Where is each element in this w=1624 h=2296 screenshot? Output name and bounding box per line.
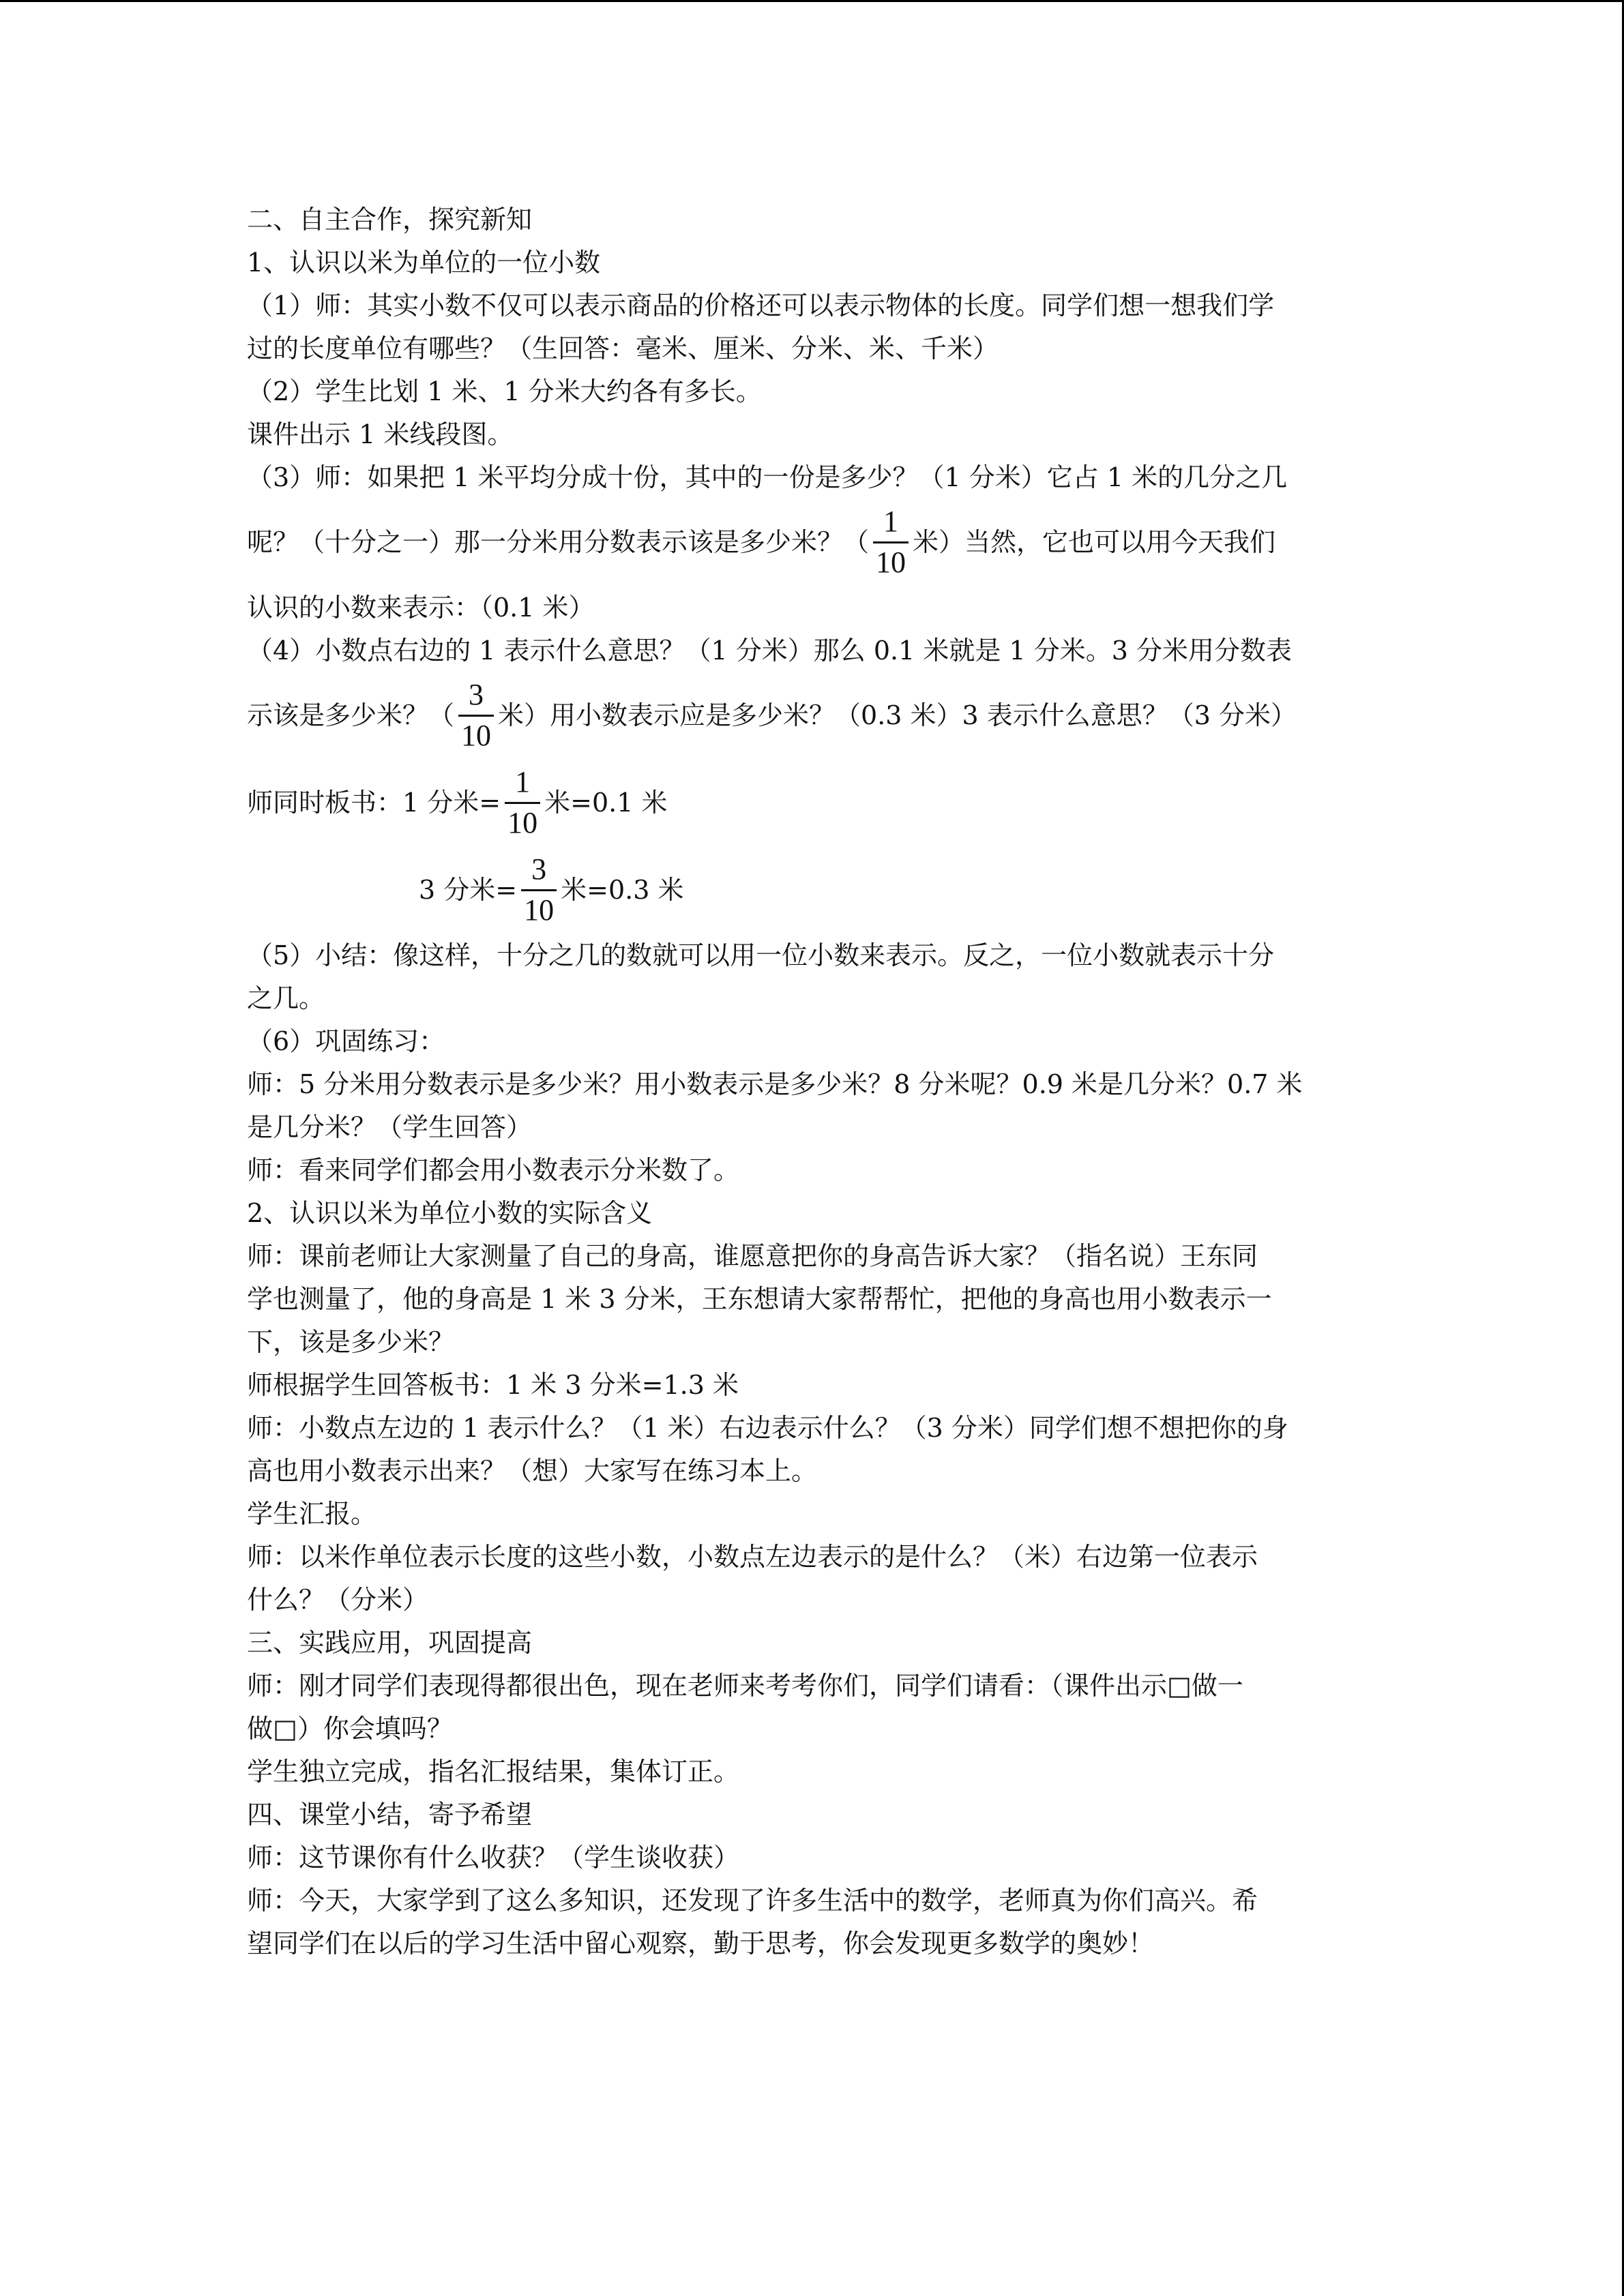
text: 米=0.1 米 bbox=[544, 788, 668, 818]
fraction-numerator: 3 bbox=[531, 852, 547, 886]
fraction-three-tenths bbox=[521, 853, 557, 927]
text: 之几。 bbox=[247, 983, 325, 1013]
paragraph-line bbox=[247, 284, 1379, 327]
fraction-bar bbox=[458, 715, 494, 717]
text: 高也用小数表示出来？（想）大家写在练习本上。 bbox=[247, 1455, 818, 1486]
paragraph-line bbox=[247, 1062, 1379, 1105]
fraction-denominator: 10 bbox=[524, 893, 555, 927]
paragraph-line-with-fraction bbox=[247, 498, 1379, 586]
text: 学也测量了，他的身高是 1 米 3 分米，王东想请大家帮帮忙，把他的身高也用小数表示一 bbox=[247, 1283, 1272, 1314]
document-body bbox=[247, 198, 1379, 1965]
text: （2）学生比划 1 米、1 分米大约各有多长。 bbox=[247, 376, 762, 406]
fraction-bar bbox=[521, 889, 557, 891]
fraction-bar bbox=[505, 802, 540, 804]
paragraph-line bbox=[247, 629, 1379, 672]
paragraph-line bbox=[247, 370, 1379, 413]
text: 四、课堂小结，寄予希望 bbox=[247, 1799, 533, 1830]
text: 是几分米？（学生回答） bbox=[247, 1112, 533, 1142]
section-heading-2 bbox=[247, 198, 1379, 241]
fraction-bar bbox=[873, 541, 909, 543]
text: 米=0.3 米 bbox=[561, 875, 684, 905]
text: （1）师：其实小数不仅可以表示商品的价格还可以表示物体的长度。同学们想一想我们学 bbox=[247, 290, 1275, 320]
fraction-numerator: 3 bbox=[469, 678, 484, 712]
text: 下，该是多少米？ bbox=[247, 1326, 455, 1357]
text: 师：刚才同学们表现得都很出色，现在老师来考考你们，同学们请看：（课件出示□做一 bbox=[247, 1670, 1243, 1701]
text: （5）小结：像这样，十分之几的数就可以用一位小数来表示。反之，一位小数就表示十分 bbox=[247, 940, 1275, 970]
board-formula-2 bbox=[247, 846, 1379, 934]
paragraph-line bbox=[247, 1578, 1379, 1621]
text: 二、自主合作，探究新知 bbox=[247, 204, 533, 235]
text: 过的长度单位有哪些？（生回答：毫米、厘米、分米、米、千米） bbox=[247, 333, 999, 363]
text: （4）小数点右边的 1 表示什么意思？（1 分米）那么 0.1 米就是 1 分米。3 分米用分数表 bbox=[247, 635, 1292, 666]
fraction-denominator: 10 bbox=[876, 545, 906, 579]
subheading-1 bbox=[247, 241, 1379, 284]
text: 师：今天，大家学到了这么多知识，还发现了许多生活中的数学，老师真为你们高兴。希 bbox=[247, 1885, 1258, 1915]
paragraph-line bbox=[247, 1105, 1379, 1148]
paragraph-line bbox=[247, 413, 1379, 456]
paragraph-line bbox=[247, 1277, 1379, 1320]
paragraph-line bbox=[247, 1406, 1379, 1449]
text: 做□）你会填吗？ bbox=[247, 1713, 453, 1744]
board-formula-1 bbox=[247, 759, 1379, 846]
text: 师根据学生回答板书：1 米 3 分米=1.3 米 bbox=[247, 1369, 739, 1400]
text: 师：以米作单位表示长度的这些小数，小数点左边表示的是什么？（米）右边第一位表示 bbox=[247, 1541, 1258, 1572]
fraction-one-tenth bbox=[505, 766, 540, 839]
paragraph-line bbox=[247, 1879, 1379, 1922]
text: 师：小数点左边的 1 表示什么？（1 米）右边表示什么？（3 分米）同学们想不想把你的身 bbox=[247, 1412, 1288, 1443]
paragraph-line bbox=[247, 1535, 1379, 1578]
text: 认识的小数来表示：（0.1 米） bbox=[247, 592, 595, 623]
text: 师同时板书：1 分米= bbox=[247, 788, 501, 818]
text: 1、认识以米为单位的一位小数 bbox=[247, 247, 601, 278]
section-heading-3 bbox=[247, 1621, 1379, 1664]
subheading-2 bbox=[247, 1191, 1379, 1234]
paragraph-line bbox=[247, 976, 1379, 1019]
text: 示该是多少米？（ bbox=[247, 700, 455, 730]
paragraph-line bbox=[247, 327, 1379, 370]
section-heading-4 bbox=[247, 1793, 1379, 1836]
text: 师：这节课你有什么收获？（学生谈收获） bbox=[247, 1842, 740, 1873]
text: 米）用小数表示应是多少米？（0.3 米）3 表示什么意思？（3 分米） bbox=[498, 700, 1297, 730]
paragraph-line bbox=[247, 1019, 1379, 1062]
paragraph-line bbox=[247, 1922, 1379, 1965]
paragraph-line bbox=[247, 1320, 1379, 1363]
paragraph-line bbox=[247, 1836, 1379, 1879]
text: 师：课前老师让大家测量了自己的身高，谁愿意把你的身高告诉大家？（指名说）王东同 bbox=[247, 1240, 1258, 1271]
paragraph-line bbox=[247, 934, 1379, 976]
paragraph-line bbox=[247, 1492, 1379, 1535]
text: 米）当然，它也可以用今天我们 bbox=[913, 527, 1276, 557]
fraction-three-tenths bbox=[458, 679, 494, 752]
paragraph-line bbox=[247, 586, 1379, 629]
text: 望同学们在以后的学习生活中留心观察，勤于思考，你会发现更多数学的奥妙！ bbox=[247, 1928, 1155, 1958]
paragraph-line bbox=[247, 1234, 1379, 1277]
fraction-numerator: 1 bbox=[515, 765, 531, 799]
text: 呢？（十分之一）那一分米用分数表示该是多少米？（ bbox=[247, 527, 870, 557]
paragraph-line bbox=[247, 1449, 1379, 1492]
text: 3 分米= bbox=[419, 875, 518, 905]
paragraph-line bbox=[247, 1363, 1379, 1406]
fraction-one-tenth bbox=[873, 505, 909, 579]
text: 学生汇报。 bbox=[247, 1498, 377, 1529]
text: 学生独立完成，指名汇报结果，集体订正。 bbox=[247, 1756, 740, 1787]
fraction-denominator: 10 bbox=[461, 718, 492, 752]
text: 师：看来同学们都会用小数表示分米数了。 bbox=[247, 1154, 740, 1185]
paragraph-line bbox=[247, 1148, 1379, 1191]
fraction-denominator: 10 bbox=[507, 805, 538, 839]
text: 什么？（分米） bbox=[247, 1584, 429, 1615]
text: 师：5 分米用分数表示是多少米？用小数表示是多少米？8 分米呢？0.9 米是几分米？0.7 米 bbox=[247, 1069, 1303, 1099]
text: 三、实践应用，巩固提高 bbox=[247, 1627, 533, 1658]
paragraph-line bbox=[247, 1664, 1379, 1707]
text: （6）巩固练习： bbox=[247, 1026, 445, 1056]
text: （3）师：如果把 1 米平均分成十份，其中的一份是多少？（1 分米）它占 1 米的几分之几 bbox=[247, 462, 1288, 492]
text: 2、认识以米为单位小数的实际含义 bbox=[247, 1197, 653, 1228]
paragraph-line bbox=[247, 456, 1379, 498]
paragraph-line-with-fraction bbox=[247, 672, 1379, 759]
paragraph-line bbox=[247, 1707, 1379, 1750]
fraction-numerator: 1 bbox=[883, 505, 899, 539]
page-border-top bbox=[0, 0, 1624, 2]
text: 课件出示 1 米线段图。 bbox=[247, 419, 514, 449]
paragraph-line bbox=[247, 1750, 1379, 1793]
